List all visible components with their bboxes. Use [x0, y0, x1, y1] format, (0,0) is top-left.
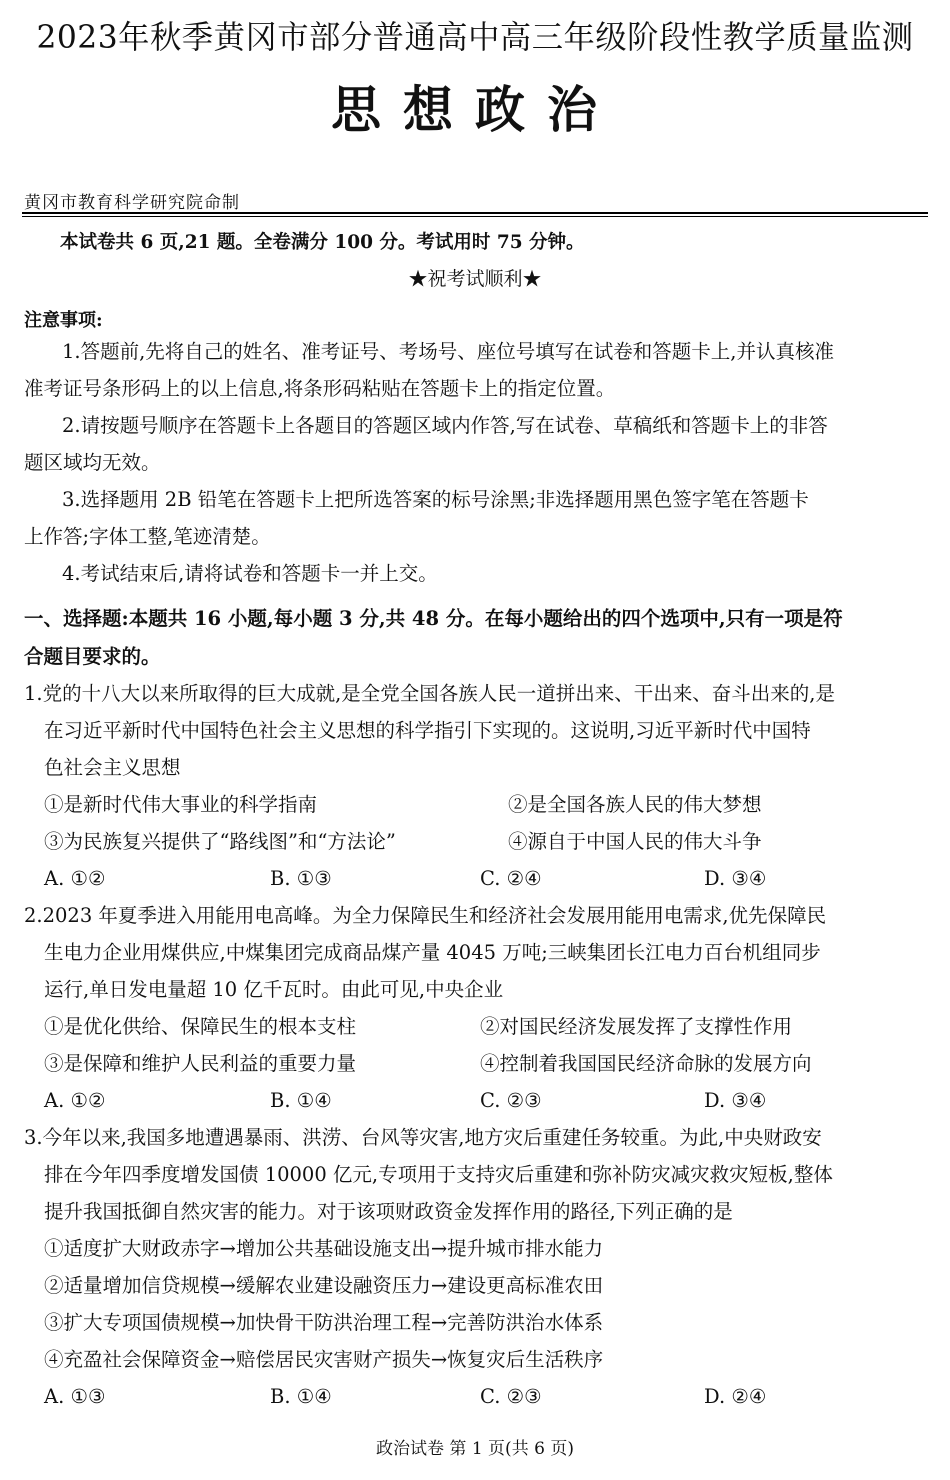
- page-footer: 政治试卷 第 1 页(共 6 页): [376, 1439, 574, 1459]
- q3-stem-line-1: 3.今年以来,我国多地遭遇暴雨、洪涝、台风等灾害,地方灾后重建任务较重。为此,中央财政安: [24, 1126, 822, 1149]
- good-luck-line: ★祝考试顺利★: [408, 268, 542, 290]
- header-rule: [22, 212, 928, 214]
- q1-stem-line-1: 1.党的十八大以来所取得的巨大成就,是全党全国各族人民一道拼出来、干出来、奋斗出来的,是: [24, 682, 836, 705]
- note-1-line-1: 1.答题前,先将自己的姓名、准考证号、考场号、座位号填写在试卷和答题卡上,并认真核准: [62, 340, 835, 363]
- q1-statement-3: ③为民族复兴提供了“路线图”和“方法论”: [44, 830, 396, 853]
- q1-statement-4: ④源自于中国人民的伟大斗争: [508, 830, 762, 853]
- q2-stem-line-1: 2.2023 年夏季进入用能用电高峰。为全力保障民生和经济社会发展用能用电需求,优先保障民: [24, 904, 827, 927]
- q3-statement-1: ①适度扩大财政赤字→增加公共基础设施支出→提升城市排水能力: [44, 1237, 604, 1260]
- q1-option-d: D. ③④: [704, 867, 767, 890]
- note-2-line-1: 2.请按题号顺序在答题卡上各题目的答题区域内作答,写在试卷、草稿纸和答题卡上的非答: [62, 414, 828, 437]
- q2-statement-2: ②对国民经济发展发挥了支撑性作用: [480, 1015, 793, 1038]
- note-2-line-2: 题区域均无效。: [24, 451, 161, 474]
- note-1-line-2: 准考证号条形码上的以上信息,将条形码粘贴在答题卡上的指定位置。: [24, 377, 616, 400]
- q1-option-a: A. ①②: [44, 867, 106, 890]
- exam-summary: 本试卷共 6 页,21 题。全卷满分 100 分。考试用时 75 分钟。: [60, 232, 585, 253]
- q2-option-c: C. ②③: [480, 1089, 542, 1112]
- q2-option-b: B. ①④: [270, 1089, 332, 1112]
- q3-statement-4: ④充盈社会保障资金→赔偿居民灾害财产损失→恢复灾后生活秩序: [44, 1348, 604, 1371]
- q2-statement-4: ④控制着我国国民经济命脉的发展方向: [480, 1052, 812, 1075]
- q3-stem-line-3: 提升我国抵御自然灾害的能力。对于该项财政资金发挥作用的路径,下列正确的是: [44, 1200, 733, 1223]
- q2-statement-1: ①是优化供给、保障民生的根本支柱: [44, 1015, 357, 1038]
- q1-statement-2: ②是全国各族人民的伟大梦想: [508, 793, 762, 816]
- q2-statement-3: ③是保障和维护人民利益的重要力量: [44, 1052, 357, 1075]
- subject-title: 思想政治: [331, 80, 619, 139]
- q3-option-a: A. ①③: [44, 1385, 106, 1408]
- q1-option-b: B. ①③: [270, 867, 332, 890]
- section-heading-line-2: 合题目要求的。: [24, 645, 161, 668]
- q3-statement-2: ②适量增加信贷规模→缓解农业建设融资压力→建设更高标准农田: [44, 1274, 604, 1297]
- note-4: 4.考试结束后,请将试卷和答题卡一并上交。: [62, 562, 438, 585]
- section-heading-line-1: 一、选择题:本题共 16 小题,每小题 3 分,共 48 分。在每小题给出的四个选项中,只有一项是符: [24, 607, 843, 630]
- q2-stem-line-3: 运行,单日发电量超 10 亿千瓦时。由此可见,中央企业: [44, 978, 504, 1001]
- note-3-line-1: 3.选择题用 2B 铅笔在答题卡上把所选答案的标号涂黑;非选择题用黑色签字笔在答题卡: [62, 488, 809, 511]
- q2-option-a: A. ①②: [44, 1089, 106, 1112]
- header-rule-thin: [22, 216, 928, 217]
- q1-stem-line-3: 色社会主义思想: [44, 756, 181, 779]
- q3-option-c: C. ②③: [480, 1385, 542, 1408]
- notes-heading: 注意事项:: [24, 310, 103, 331]
- q1-option-c: C. ②④: [480, 867, 542, 890]
- q1-statement-1: ①是新时代伟大事业的科学指南: [44, 793, 318, 816]
- note-3-line-2: 上作答;字体工整,笔迹清楚。: [24, 525, 271, 548]
- q3-option-d: D. ②④: [704, 1385, 767, 1408]
- q3-statement-3: ③扩大专项国债规模→加快骨干防洪治理工程→完善防洪治水体系: [44, 1311, 604, 1334]
- q3-stem-line-2: 排在今年四季度增发国债 10000 亿元,专项用于支持灾后重建和弥补防灾减灾救灾短板,整体: [44, 1163, 833, 1186]
- q2-stem-line-2: 生电力企业用煤供应,中煤集团完成商品煤产量 4045 万吨;三峡集团长江电力百台机组同步: [44, 941, 821, 964]
- q3-option-b: B. ①④: [270, 1385, 332, 1408]
- q2-option-d: D. ③④: [704, 1089, 767, 1112]
- exam-title: 2023年秋季黄冈市部分普通高中高三年级阶段性教学质量监测: [36, 18, 914, 56]
- issuer-line: 黄冈市教育科学研究院命制: [24, 193, 240, 213]
- q1-stem-line-2: 在习近平新时代中国特色社会主义思想的科学指引下实现的。这说明,习近平新时代中国特: [44, 719, 811, 742]
